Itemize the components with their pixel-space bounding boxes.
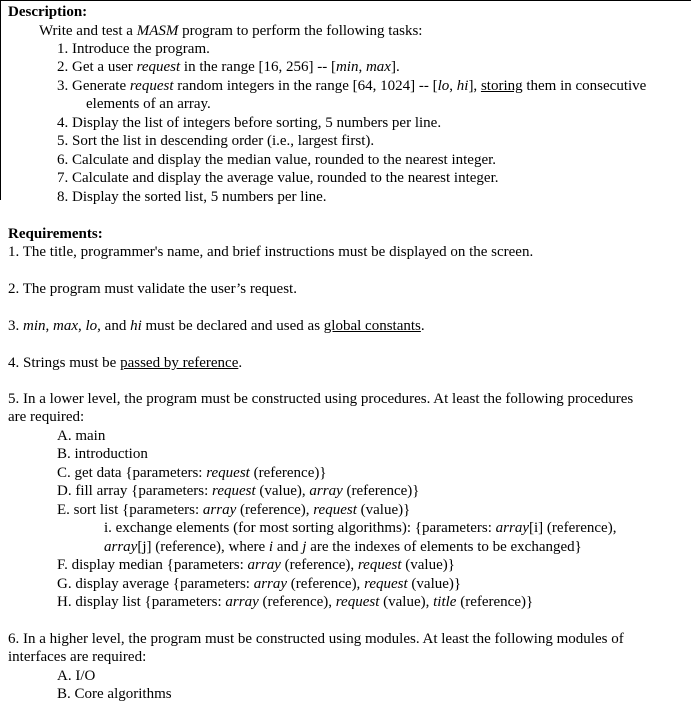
task-6: 6. Calculate and display the median value, rounded to the nearest integer. xyxy=(57,152,497,168)
requirement-6: 6. In a higher level, the program must be constructed using modules. At least the following modules of xyxy=(8,631,624,647)
procedure-display-list: H. display list {parameters: array (reference), request (value), title (reference)} xyxy=(57,594,534,610)
description-heading: Description: xyxy=(8,4,88,20)
procedure-fill-array: D. fill array {parameters: request (value), array (reference)} xyxy=(57,483,420,499)
procedure-main: A. main xyxy=(57,428,106,444)
task-3: 3. Generate request random integers in the range [64, 1024] -- [lo, hi], storing them in consecutive xyxy=(57,78,647,94)
requirement-5-continued: are required: xyxy=(8,409,85,425)
procedure-exchange-elements-continued: array[j] (reference), where i and j are the indexes of elements to be exchanged} xyxy=(104,539,582,555)
task-1: 1. Introduce the program. xyxy=(57,41,210,57)
requirement-4: 4. Strings must be passed by reference. xyxy=(8,355,243,371)
module-core-algorithms: B. Core algorithms xyxy=(57,686,172,702)
task-5: 5. Sort the list in descending order (i.e., largest first). xyxy=(57,133,375,149)
procedure-get-data: C. get data {parameters: request (reference)} xyxy=(57,465,327,481)
requirement-1: 1. The title, programmer's name, and brief instructions must be displayed on the screen. xyxy=(8,244,534,260)
task-3-continued: elements of an array. xyxy=(86,96,211,112)
module-io: A. I/O xyxy=(57,668,96,684)
requirement-3: 3. min, max, lo, and hi must be declared and used as global constants. xyxy=(8,318,425,334)
description-intro: Write and test a MASM program to perform the following tasks: xyxy=(39,23,423,39)
requirement-2: 2. The program must validate the user’s request. xyxy=(8,281,297,297)
task-7: 7. Calculate and display the average value, rounded to the nearest integer. xyxy=(57,170,499,186)
frame-left-rule xyxy=(0,0,1,200)
procedure-display-average: G. display average {parameters: array (reference), request (value)} xyxy=(57,576,462,592)
requirements-heading: Requirements: xyxy=(8,226,103,242)
frame-top-rule xyxy=(0,0,691,1)
procedure-introduction: B. introduction xyxy=(57,446,148,462)
procedure-sort-list: E. sort list {parameters: array (reference), request (value)} xyxy=(57,502,411,518)
procedure-exchange-elements: i. exchange elements (for most sorting algorithms): {parameters: array[i] (reference), xyxy=(104,520,617,536)
procedure-display-median: F. display median {parameters: array (reference), request (value)} xyxy=(57,557,455,573)
requirement-5: 5. In a lower level, the program must be constructed using procedures. At least the following procedures xyxy=(8,391,634,407)
task-4: 4. Display the list of integers before sorting, 5 numbers per line. xyxy=(57,115,442,131)
requirement-6-continued: interfaces are required: xyxy=(8,649,147,665)
task-2: 2. Get a user request in the range [16, 256] -- [min, max]. xyxy=(57,59,400,75)
task-8: 8. Display the sorted list, 5 numbers per line. xyxy=(57,189,327,205)
